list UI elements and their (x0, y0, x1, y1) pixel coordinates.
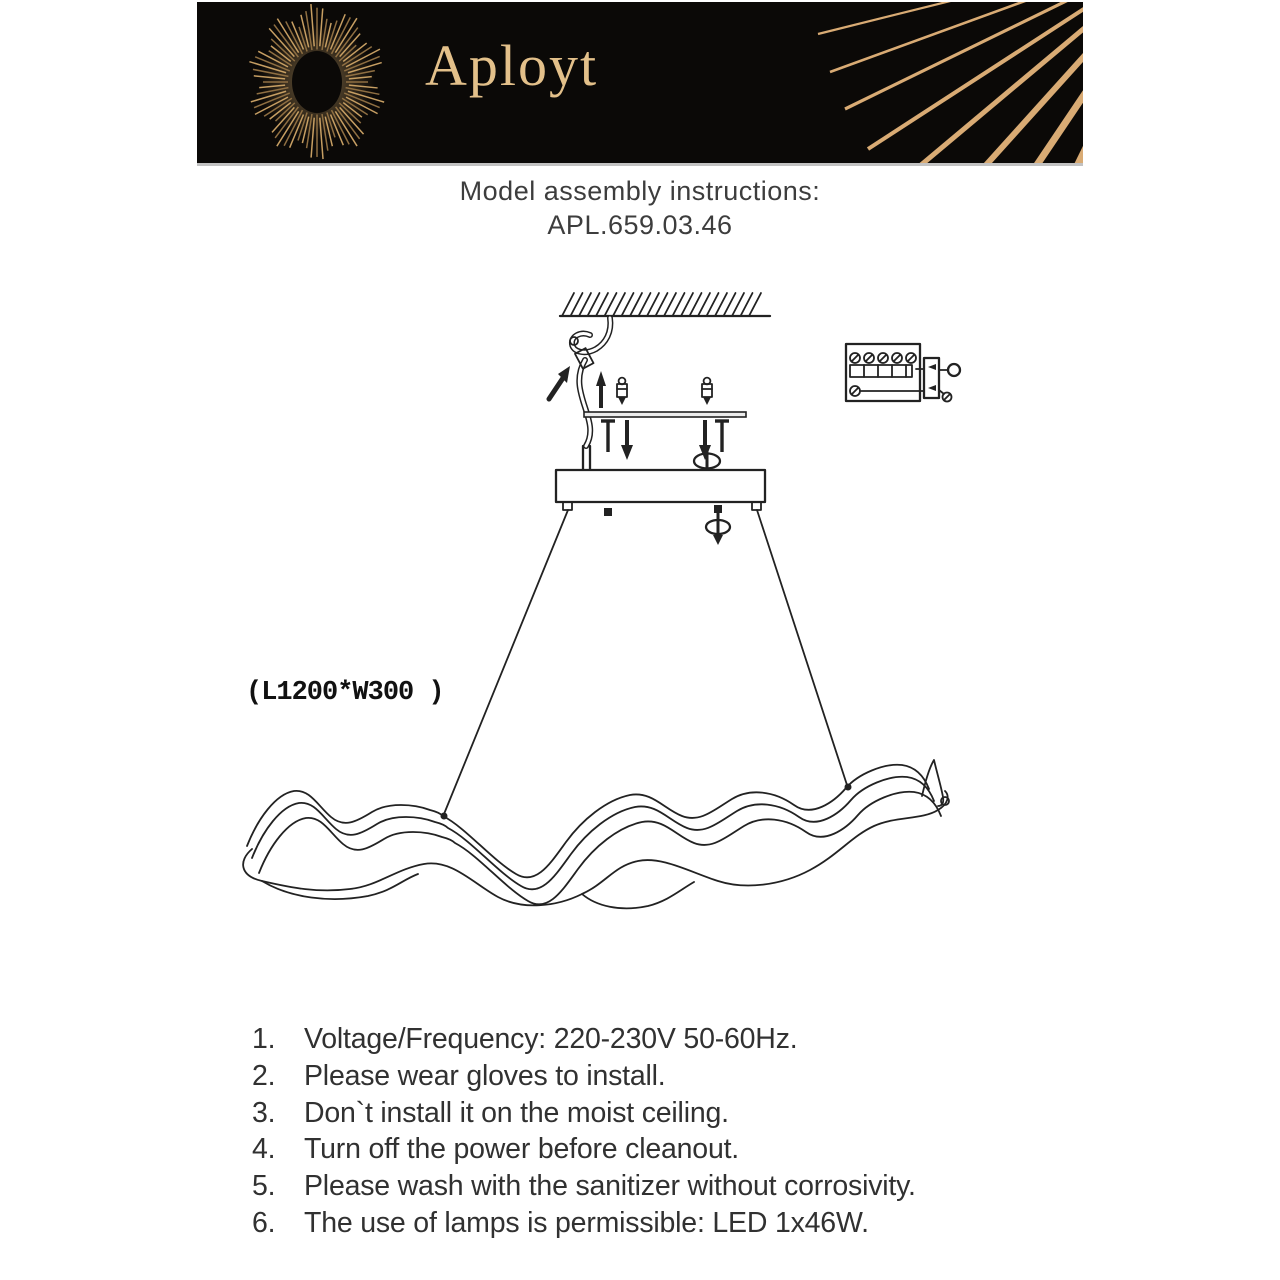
dimension-label: (L1200*W300 ) (246, 678, 444, 708)
instruction-item (252, 1021, 1082, 1058)
instruction-item (252, 1131, 1082, 1168)
suspension-cables (441, 510, 852, 820)
instruction-item (252, 1058, 1082, 1095)
wiring-detail (846, 344, 960, 402)
instruction-text: Don`t install it on the moist ceiling. (304, 1096, 729, 1129)
instruction-item (252, 1205, 1082, 1242)
chandelier-frame (243, 760, 949, 908)
canopy (556, 470, 765, 545)
instruction-text: The use of lamps is permissible: LED 1x46W. (304, 1206, 869, 1239)
instruction-number: 5. (252, 1170, 276, 1203)
instruction-number: 1. (252, 1023, 276, 1055)
instruction-text: Voltage/Frequency: 220-230V 50-60Hz. (304, 1023, 798, 1055)
instruction-number: 4. (252, 1133, 276, 1166)
instruction-list (252, 1021, 1082, 1242)
instruction-number: 6. (252, 1206, 276, 1239)
model-number: APL.659.03.46 (547, 210, 733, 240)
instruction-number: 3. (252, 1096, 276, 1129)
instruction-item (252, 1168, 1082, 1205)
instruction-text: Please wear gloves to install. (304, 1059, 666, 1092)
screw-turn-icon (706, 513, 730, 545)
ceiling-hatch (560, 293, 770, 316)
terminal-screws (850, 353, 916, 363)
wall-anchor-icon (702, 378, 712, 405)
page-title: Model assembly instructions: (459, 176, 821, 206)
instruction-item (252, 1095, 1082, 1132)
brand-logo-text: Aployt (425, 33, 599, 98)
instruction-text: Turn off the power before cleanout. (304, 1133, 740, 1166)
wall-anchor-icon (617, 378, 627, 405)
instruction-text: Please wash with the sanitizer without corrosivity. (304, 1170, 916, 1203)
mounting-hardware (596, 371, 712, 408)
instruction-number: 2. (252, 1059, 276, 1092)
